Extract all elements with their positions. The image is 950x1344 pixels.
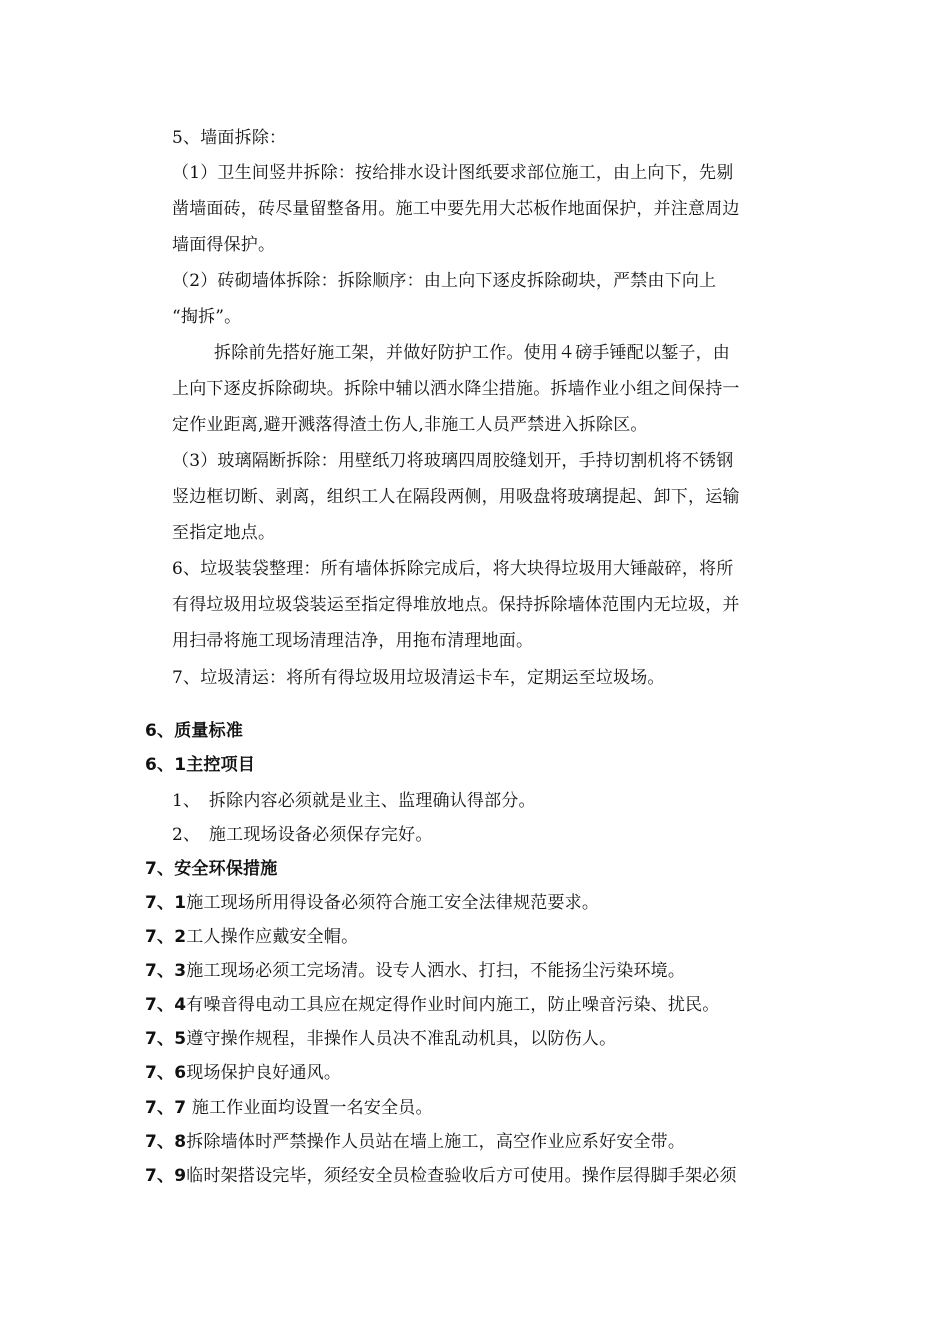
paragraph-line: （3）玻璃隔断拆除：用壁纸刀将玻璃四周胶缝划开，手持切割机将不锈钢 <box>172 451 734 471</box>
item-number: 7、2 <box>145 927 187 947</box>
list-item <box>145 1098 433 1118</box>
paragraph-line: 有得垃圾用垃圾袋装运至指定得堆放地点。保持拆除墙体范围内无垃圾，并 <box>172 595 740 615</box>
list-item <box>145 961 685 981</box>
paragraph-line: 凿墙面砖，砖尽量留整备用。施工中要先用大芯板作地面保护，并注意周边 <box>172 199 740 219</box>
paragraph-line: 拆除前先搭好施工架，并做好防护工作。使用４磅手锤配以錾子，由 <box>214 343 730 363</box>
list-item <box>145 1132 685 1152</box>
item-text: 施工现场必须工完场清。设专人洒水、打扫，不能扬尘污染环境。 <box>186 961 686 981</box>
paragraph-line: （2）砖砌墙体拆除：拆除顺序：由上向下逐皮拆除砌块，严禁由下向上 <box>172 271 717 291</box>
item5-title: 5、墙面拆除： <box>172 128 287 148</box>
item-text: 施工作业面均设置一名安全员。 <box>186 1098 433 1118</box>
list-item <box>145 995 719 1015</box>
paragraph-line: （1）卫生间竖井拆除：按给排水设计图纸要求部位施工，由上向下，先剔 <box>172 163 734 183</box>
item-text: 现场保护良好通风。 <box>186 1063 342 1083</box>
subsection-heading-main-items: 6、1主控项目 <box>145 755 256 775</box>
item-number: 7、5 <box>145 1029 187 1049</box>
paragraph-line: 6、垃圾装袋整理：所有墙体拆除完成后，将大块得垃圾用大锤敲碎，将所 <box>172 559 734 579</box>
paragraph-line: 7、垃圾清运：将所有得垃圾用垃圾清运卡车，定期运至垃圾场。 <box>172 668 665 688</box>
item-text: 施工现场所用得设备必须符合施工安全法律规范要求。 <box>186 893 600 913</box>
list-item: 1、 拆除内容必须就是业主、监理确认得部分。 <box>172 791 536 811</box>
item-number: 7、3 <box>145 961 187 981</box>
list-item <box>145 1029 616 1049</box>
paragraph-line: 用扫帚将施工现场清理洁净，用拖布清理地面。 <box>172 631 534 651</box>
paragraph-line: 竖边框切断、剥离，组织工人在隔段两侧，用吸盘将玻璃提起、卸下，运输 <box>172 487 740 507</box>
paragraph-line: “掏拆”。 <box>172 307 242 327</box>
section-heading-quality: 6、质量标准 <box>145 721 244 741</box>
list-item <box>145 1063 341 1083</box>
item-text: 工人操作应戴安全帽。 <box>186 927 359 947</box>
item-text: 临时架搭设完毕，须经安全员检查验收后方可使用。操作层得脚手架必须 <box>186 1166 737 1186</box>
list-item <box>145 893 599 913</box>
list-item <box>145 927 358 947</box>
paragraph-line: 墙面得保护。 <box>172 235 276 255</box>
section-heading-safety: 7、安全环保措施 <box>145 859 278 879</box>
item-number: 7、9 <box>145 1166 187 1186</box>
item-number: 7、7 <box>145 1098 187 1118</box>
item-number: 7、8 <box>145 1132 187 1152</box>
item-text: 有噪音得电动工具应在规定得作业时间内施工，防止噪音污染、扰民。 <box>186 995 720 1015</box>
list-item: 2、 施工现场设备必须保存完好。 <box>172 825 433 845</box>
paragraph-line: 至指定地点。 <box>172 523 276 543</box>
item-number: 7、1 <box>145 893 187 913</box>
item-text: 遵守操作规程，非操作人员决不准乱动机具，以防伤人。 <box>186 1029 617 1049</box>
item-number: 7、6 <box>145 1063 187 1083</box>
paragraph-line: 定作业距离,避开溅落得渣土伤人,非施工人员严禁进入拆除区。 <box>172 415 648 435</box>
paragraph-line: 上向下逐皮拆除砌块。拆除中辅以洒水降尘措施。拆墙作业小组之间保持一 <box>172 379 740 399</box>
item-number: 7、4 <box>145 995 187 1015</box>
item-text: 拆除墙体时严禁操作人员站在墙上施工，高空作业应系好安全带。 <box>186 1132 686 1152</box>
list-item <box>145 1166 737 1186</box>
